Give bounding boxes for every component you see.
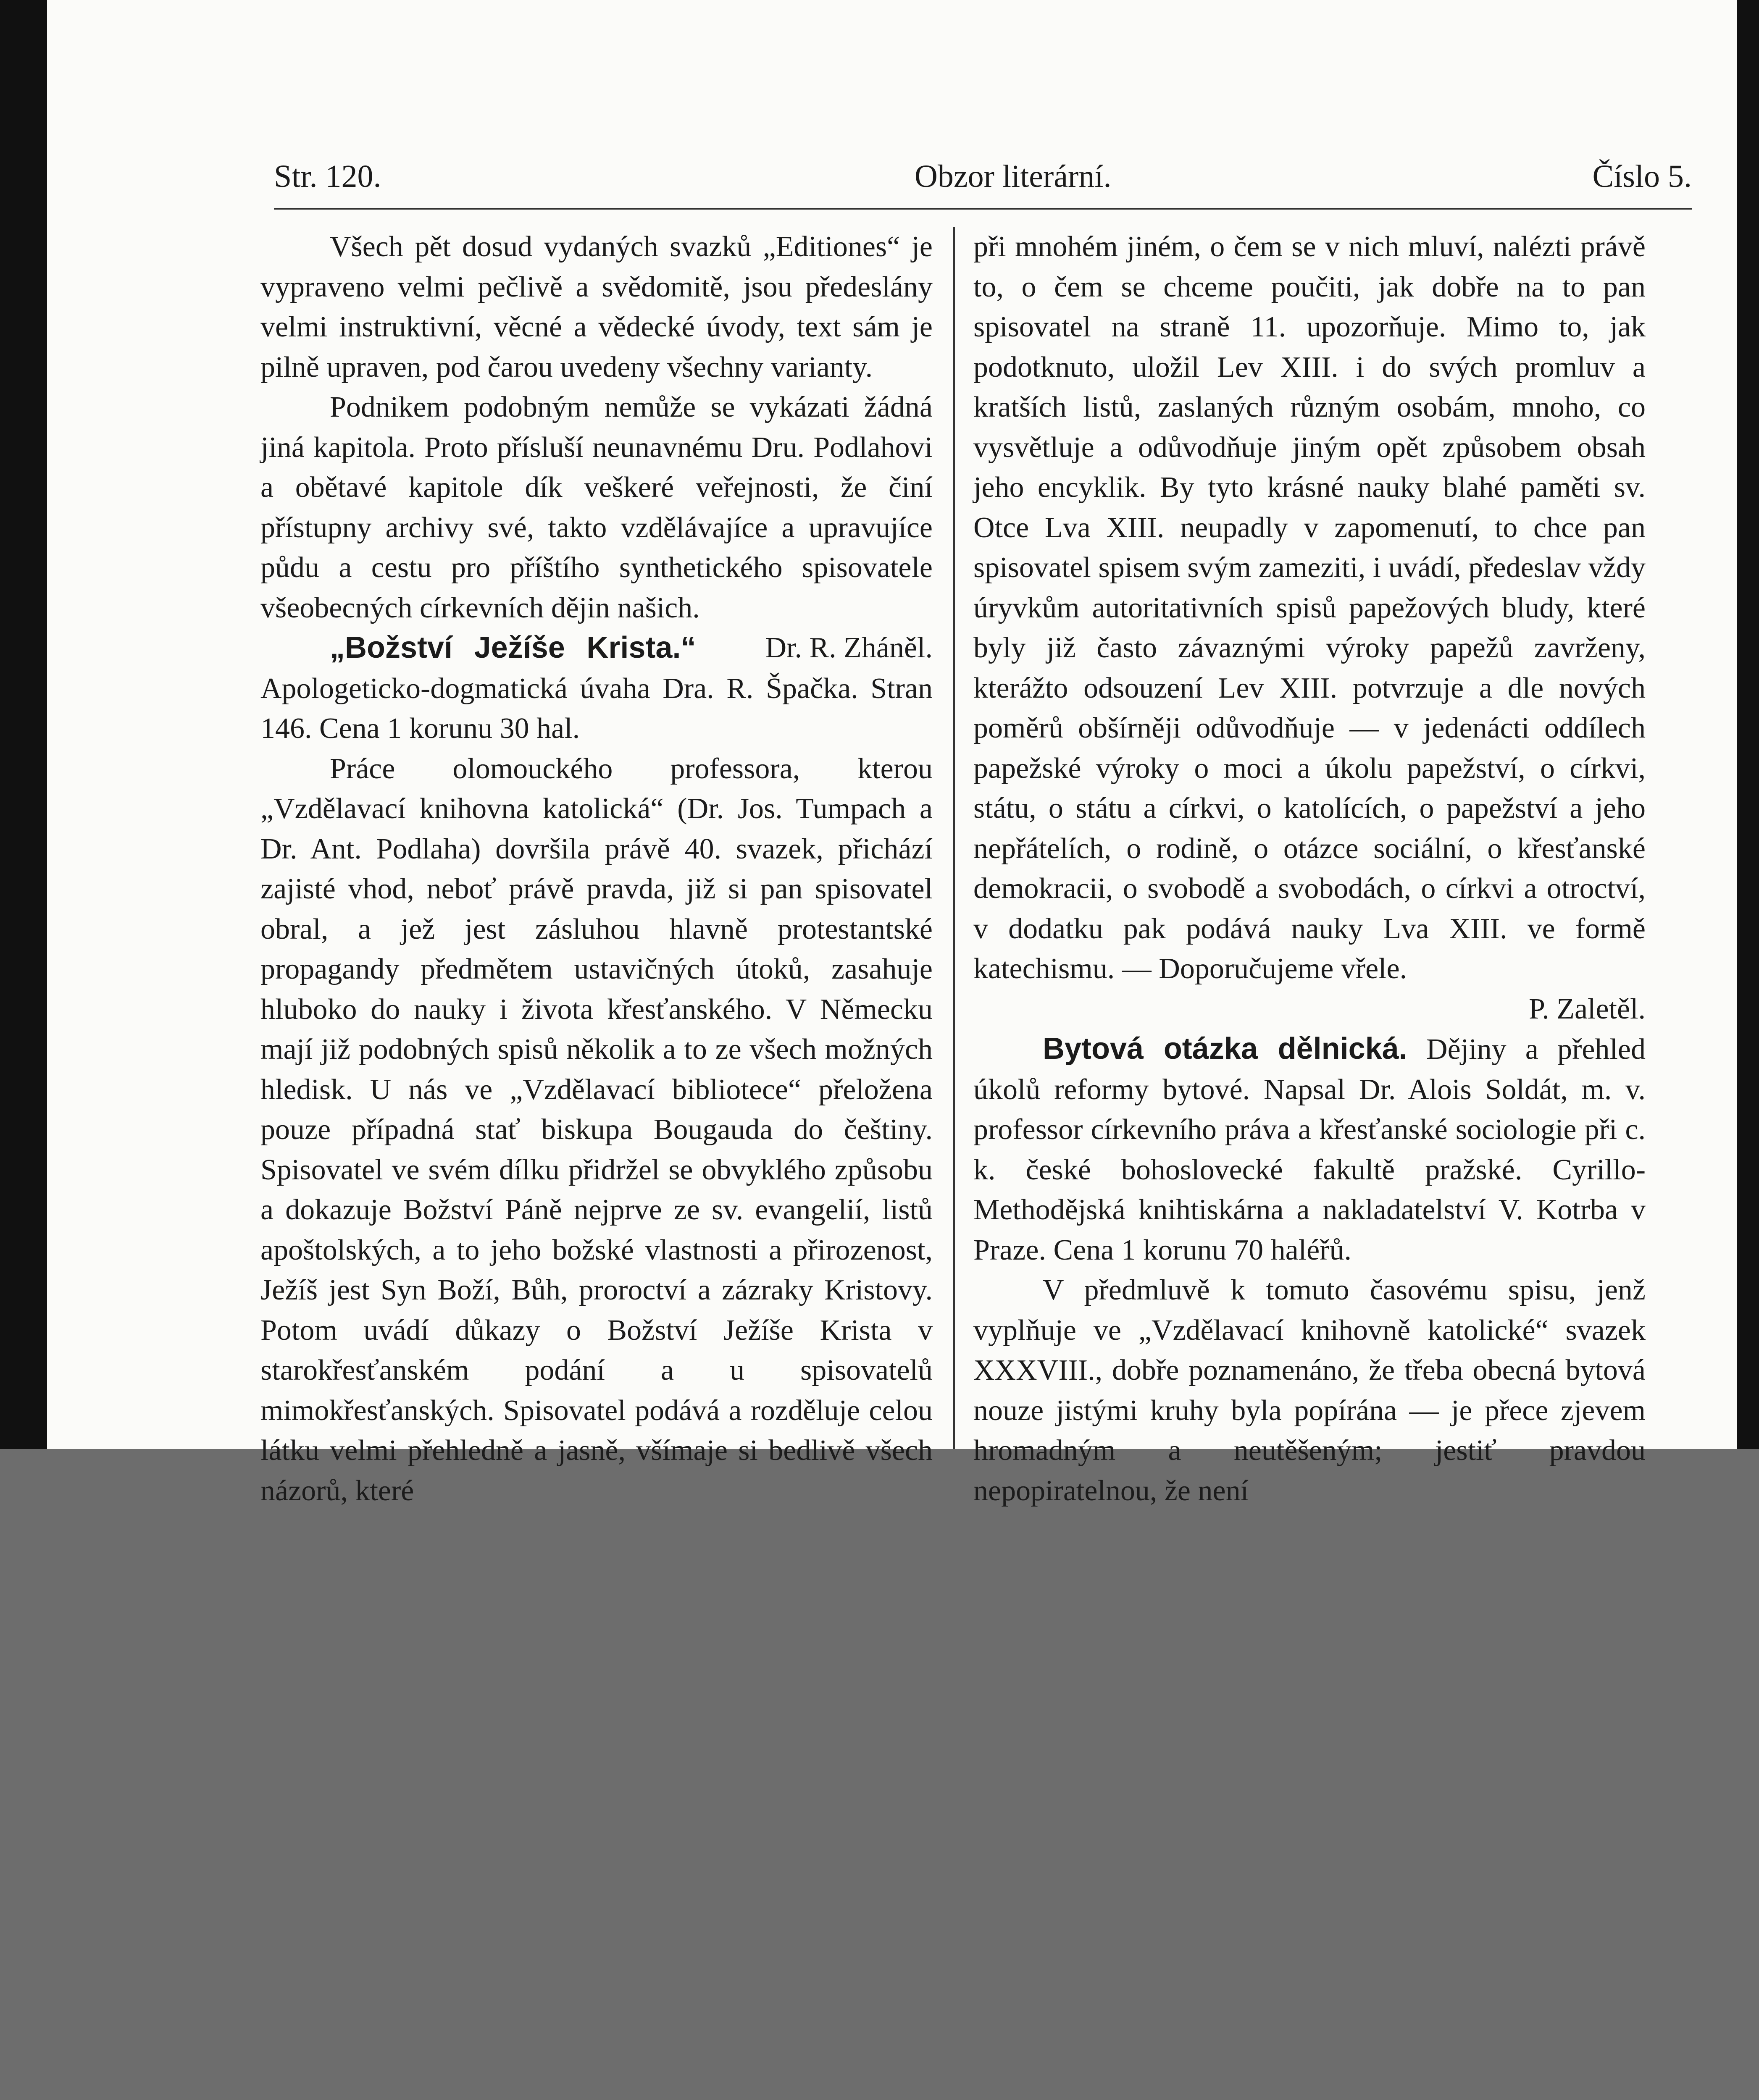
review-heading bbox=[973, 1029, 1646, 1270]
page-number: Str. 120. bbox=[274, 159, 381, 194]
scan-border-left bbox=[0, 0, 47, 1449]
running-header bbox=[274, 145, 1692, 210]
paragraph-text: Podnikem podobným nemůže se vykázati žádná jiná kapitola. Proto přísluší neunavnému Dru. Podlahovi a obětavé kapitole dík veškeré veřejnosti, že činí přístupny archivy své, takto vzdělávajíce a upravujíce půdu a cestu pro příštího synthetického spisovatele všeobecných církevních dějin našich. bbox=[260, 391, 933, 624]
issue-number: Číslo 5. bbox=[1592, 159, 1692, 194]
review-meta: Dějiny a přehled úkolů reformy bytové. Napsal Dr. Alois Soldát, m. v. professor církevního práva a křesťanské sociologie při c. k. české bohoslovecké fakultě pražské. Cyrillo-Methodějská knihtiskárna a nakladatelství V. Kotrba v Praze. Cena 1 korunu 70 haléřů. bbox=[973, 1033, 1646, 1266]
paragraph: V předmluvě k tomuto časovému spisu, jenž vyplňuje ve „Vzdělavací knihovně katolické“ svazek XXXVIII., dobře poznamenáno, že třeba obecná bytová nouze jistými kruhy byla popírána — je přece zjevem hromadným a neutěšeným; jestiť pravdou nepopiratelnou, že není bbox=[973, 1274, 1646, 1507]
right-column bbox=[973, 227, 1646, 1507]
scan-border-right bbox=[1737, 0, 1759, 1449]
review-title: Bytová otázka dělnická. bbox=[1043, 1032, 1407, 1066]
column-divider bbox=[953, 227, 955, 1449]
left-column bbox=[260, 227, 933, 1507]
journal-title: Obzor literární. bbox=[915, 159, 1112, 194]
review-meta: Apologeticko-dogmatická úvaha Dra. R. Špačka. Stran 146. Cena 1 korunu 30 hal. bbox=[260, 672, 933, 745]
reviewer-signature: Dr. R. Zháněl. bbox=[765, 632, 933, 664]
review-title: „Božství Ježíše Krista.“ bbox=[330, 631, 696, 664]
page-sheet bbox=[47, 0, 1737, 1507]
paragraph: Práce olomouckého professora, kterou „Vzdělavací knihovna katolická“ (Dr. Jos. Tumpach a Dr. Ant. Podlaha) dovršila právě 40. svazek, přichází zajisté vhod, neboť právě pravda, již si pan spisovatel obral, a jež jest zásluhou hlavně protestantské propagandy předmětem ustavičných útoků, zasahuje hluboko do nauky i života křesťanského. V Německu mají již podobných spisů několik a to ze všech možných hledisk. U nás ve „Vzdělavací bibliotece“ přeložena pouze případná stať biskupa Bougauda do češtiny. Spisovatel ve svém dílku přidržel se obvyklého způsobu a dokazuje Božství Páně nejprve ze sv. evangelií, listů apoštolských, a to jeho božské vlastnosti a přirozenost, Ježíš jest Syn Boží, Bůh, proroctví a zázraky Kristovy. Potom uvádí důkazy o Božství Ježíše Krista v starokřesťanském podání a u spisovatelů mimokřesťanských. Spisovatel podává a rozděluje celou látku velmi přehledně a jasně, všímaje si bedlivě všech názorů, které bbox=[260, 752, 933, 1507]
paragraph: Všech pět dosud vydaných svazků „Editiones“ je vypraveno velmi pečlivě a svědomitě, jsou předeslány velmi instruktivní, věcné a vědecké úvody, text sám je pilně upraven, pod čarou uvedeny všechny varianty. bbox=[260, 231, 933, 383]
paragraph: při mnohém jiném, o čem se v nich mluví, nalézti právě to, o čem se chceme poučiti, jak dobře na to pan spisovatel na straně 11. upozorňuje. Mimo to, jak podotknuto, uložil Lev XIII. i do svých promluv a kratších listů, zaslaných různým osobám, mnoho, co vysvětluje a odůvodňuje jiným opět způsobem obsah jeho encyklik. By tyto krásné nauky blahé paměti sv. Otce Lva XIII. neupadly v zapomenutí, to chce pan spisovatel spisem svým zameziti, i uvádí, předeslav vždy úryvkům autoritativních spisů papežových bludy, které byly již často závaznými výroky papežů zavrženy, kterážto odsouzení Lev XIII. potvrzuje a dle nových poměrů obšírněji odůvodňuje — v jedenácti oddílech papežské výroky o moci a úkolu papežství, o církvi, státu, o státu a církvi, o katolících, o papežství a jeho nepřátelích, o rodině, o otázce sociální, o křesťanské demokracii, o svobodě a svobodách, o církvi a otroctví, v dodatku pak podává nauky Lva XIII. ve formě katechismu. — Doporučujeme vřele. bbox=[973, 231, 1646, 985]
reviewer-signature: P. Zaletěl. bbox=[1529, 992, 1646, 1025]
